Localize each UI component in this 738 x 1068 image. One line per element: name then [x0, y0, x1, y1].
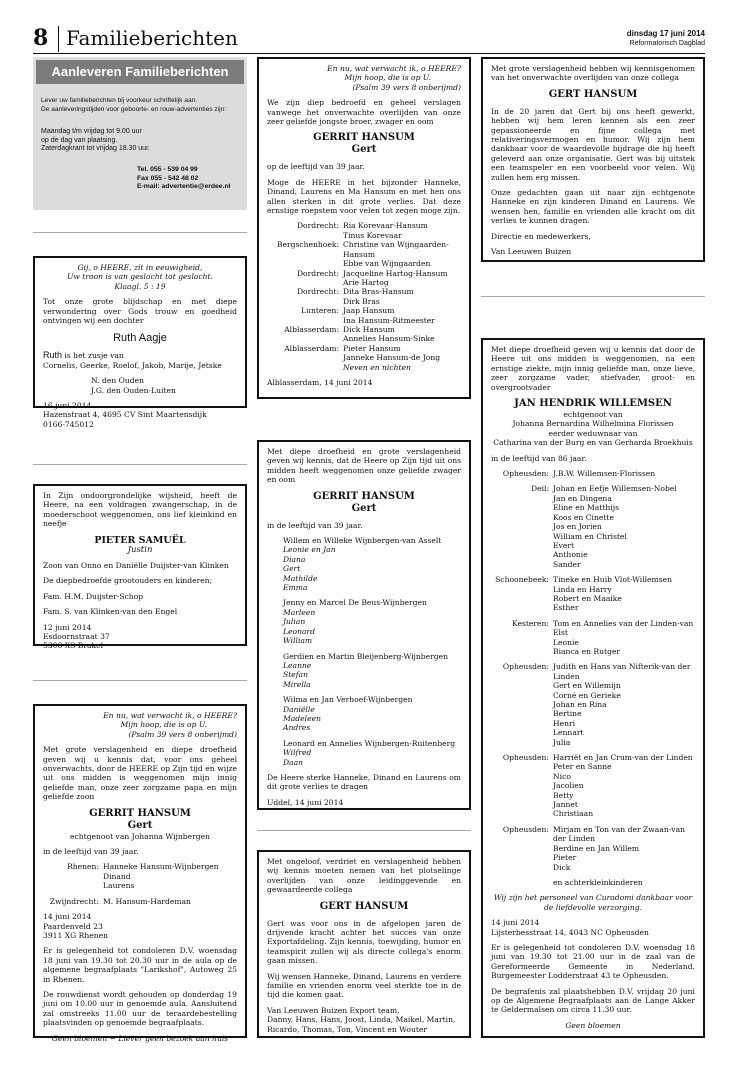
notice-gert-hansum-company — [481, 57, 705, 262]
deceased-subname: Gert — [351, 502, 377, 514]
announcement-text: Tot onze grote blijdschap en met diepe verwondering over Gods trouw en goedheid ontvingen wij een dochter — [43, 297, 237, 326]
signature: Directie en medewerkers, — [491, 231, 591, 241]
quote-line: Uw troon is van geslacht tot geslacht. — [66, 272, 214, 282]
quote-line: En nu, wat verwacht ik, o HEERE? — [327, 64, 461, 73]
tribute-text: In de 20 jaren dat Gert bij ons heeft gewerkt, hebben wij hem leren kennen als een zeer gepassioneerde en fijne collega met relativeringsvermogen en humor. Wij zijn hem dankbaar voor de waardevolle bijdrage die hij heeft geleverd aan onze organisatie. Gert was bij uitstek een teamspeler en een voorbeeld voor velen. Wij zullen hem erg missen. — [491, 106, 695, 182]
family-member: Madeleen — [283, 713, 321, 723]
header-paper: Reformatorisch Dagblad — [629, 40, 705, 47]
signature-names: Danny, Hans, Hans, Joost, Linda, Maikel, Martin, Ricardo, Thomas, Ton, Vincent en Wouter — [267, 1015, 456, 1034]
quote-line: Mijn hoop, die is op U. — [344, 73, 431, 83]
info-hours2: op de dag van plaatsing. — [41, 136, 118, 144]
family-row: Dordrecht: Jacqueline Hartog-Hansum Arie Hartog — [296, 268, 448, 287]
notice-date: 14 juni 2014 — [491, 918, 540, 928]
announcement-text: We zijn diep bedroefd en geheel verslagen vanwege het onverwachte overlijden van onze zeer geliefde jongste broer, zwager en oom — [267, 98, 461, 127]
family: Fam. S. van Klinken-van den Engel — [43, 607, 178, 617]
age-line: in de leeftijd van 39 jaar. — [267, 520, 363, 530]
deceased-name: GERRIT HANSUM — [89, 807, 191, 819]
family-row: Zwijndrecht: M. Hansum-Hardeman — [49, 896, 191, 906]
siblings: Cornelis, Geerke, Roelof, Jakob, Marije, Jetske — [43, 360, 222, 370]
info-hours1: Maandag t/m vrijdag tot 9.00 uur — [41, 128, 142, 136]
family-member: Daan — [283, 757, 304, 767]
deceased-subname: Justin — [127, 544, 153, 555]
wish-text: Moge de HEERE in het bijzonder Hanneke, Dinand, Laurens en Ma Hansum en met hen ons allen sterken in dit grote verlies. Dat deze ernstige roepstem voor velen tot zegen moge zijn. — [267, 177, 461, 216]
family-row: Opheusden: Judith en Hans van Nifterik-van der Linden Gert en Willemijn Corné en Gerieke Johan en Rina Bertine Henri Lennart Julia — [502, 662, 691, 747]
family-row: Opheusden: Harriët en Jan Crum-van der Linden Peter en Sanne Nico Jacolien Betty Jannet Christiaan — [502, 753, 693, 819]
family-row: Dordrecht: Ria Korevaar-Hansum Tinus Korevaar — [296, 221, 428, 240]
quote-line: Gij, o HEERE, zit in eeuwigheid, — [77, 263, 203, 272]
spouse-name: Johanna Bernardina Wilhelmina Florissen — [512, 419, 674, 429]
notice-city: 5306 XS Brakel — [43, 641, 104, 651]
announcement-text: Met diepe droefheid en grote verslagenheid geven wij kennis, dat de Heere op Zijn tijd uit ons midden heeft weggenomen onze geliefde zwager en oom — [267, 447, 461, 485]
info-line2: De aanleveringstijden voor geboorte- en rouw-advertenties zijn: — [41, 105, 227, 113]
notice-gert-hansum-export-team — [257, 850, 471, 1038]
notice-date: 14 juni 2014 — [43, 912, 92, 922]
family-head: Leonard en Annelies Wijnbergen-Ruitenberg — [283, 738, 456, 748]
funeral-text: De begrafenis zal plaatshebben D.V. vrijdag 20 juni op de Algemene Begraafplaats aan de Lange Akker te Geldermalsen om circa 11.30 uur. — [491, 986, 695, 1015]
notice-footer: Alblasserdam, 14 juni 2014 — [267, 377, 373, 387]
header-date: dinsdag 17 juni 2014 — [626, 29, 705, 38]
quote-reference: Klaagl. 5 : 19 — [114, 281, 166, 291]
family-member: Gert — [283, 564, 301, 574]
page-number: 8 — [33, 25, 49, 51]
grandchildren-line: en achterkleinkinderen — [553, 877, 643, 887]
info-line1: Lever uw familieberichten bij voorkeur schriftelijk aan. — [41, 97, 198, 104]
child-first-name: Ruth — [43, 350, 63, 361]
widower-names: Catharina van der Burg en van Gerharda Broekhuis — [493, 438, 693, 448]
wish-text: De Heere sterke Hanneke, Dinand en Laurens om dit grote verlies te dragen — [267, 772, 461, 792]
family-member: Leanne — [283, 660, 312, 670]
family-row: Rhenen: Hanneke Hansum-Wijnbergen Dinand Laurens — [67, 862, 219, 891]
age-line: op de leeftijd van 39 jaar. — [267, 162, 365, 172]
notice-jan-hendrik-willemsen — [481, 338, 705, 1038]
thanks-text: Wij zijn het personeel van Curadomi dankbaar voor de liefdevolle verzorging. — [493, 893, 693, 912]
notice-date: 12 juni 2014 — [43, 622, 92, 632]
family-row: Kesteren: Tom en Annelies van der Linden-van Elst Leonie Bianca en Rutger — [512, 618, 694, 656]
deceased-name: PIETER SAMUËL — [94, 534, 186, 546]
family-member: Diana — [283, 554, 306, 564]
wish-text: Wij wensen Hanneke, Dinand, Laurens en verdere familie en vrienden enorm veel sterkte toe in de tijd die komen gaat. — [267, 971, 461, 1000]
age-line: in de leeftijd van 39 jaar. — [43, 847, 139, 857]
quote-line: En nu, wat verwacht ik, o HEERE? — [103, 711, 237, 720]
parent: J.G. den Ouden-Luiten — [91, 385, 176, 395]
funeral-text: De rouwdienst wordt gehouden op donderdag 19 juni om 10.00 uur in genoemde aula. Aansluitend zal omstreeks 11.00 uur de teraardebestelling plaatsvinden op genoemde begraafplaats. — [43, 989, 237, 1028]
info-fax: Fax 055 - 542 48 02 — [137, 174, 199, 182]
family-member: Marleen — [283, 607, 316, 617]
spouse-line: echtgenoot van — [563, 410, 623, 420]
son-of: Zoon van Onno en Daniëlle Duijster-van Klinken — [43, 561, 229, 571]
deceased-name: GERRIT HANSUM — [313, 132, 415, 144]
announcement-text: Met grote verslagenheid hebben wij kennisgenomen van het onverwachte overlijden van onze collega — [491, 64, 695, 83]
signature: Van Leeuwen Buizen Export team, — [267, 1005, 400, 1015]
family-member: Leonard — [283, 626, 316, 636]
info-tel: Tel. 055 - 539 04 99 — [137, 165, 198, 173]
info-hours3: Zaterdagkrant tot vrijdag 18.30 uur. — [41, 145, 150, 153]
quote-reference: (Psalm 39 vers 8 onberijmd) — [128, 729, 237, 739]
column-rule — [33, 464, 247, 465]
family-row: Opheusden: J.B.W. Willemsen-Florissen — [502, 469, 656, 479]
notice-gerrit-hansum-family — [33, 704, 247, 1043]
quote-reference: (Psalm 39 vers 8 onberijmd) — [352, 82, 461, 92]
notice-footer: Uddel, 14 juni 2014 — [267, 797, 344, 807]
family-row: Alblasserdam: Dick Hansum Annelies Hansum-Sinke — [284, 324, 435, 344]
announcement-text: Met diepe droefheid geven wij u kennis dat door de Heere uit ons midden is weggenomen, na een ernstige ziekte, mijn innig geliefde man, onze lieve, zeer zorgzame vader, stiefvader, groot- en overgrootvader — [491, 345, 695, 392]
column-rule — [33, 680, 247, 681]
quote-line: Mijn hoop, die is op U. — [120, 720, 207, 730]
notice-street: Paardenveld 23 — [43, 921, 103, 931]
family-head: Gerdien en Martin Bleijenberg-Wijnbergen — [283, 651, 449, 661]
notice-pieter-samuel — [33, 484, 247, 651]
family-row: Lunteren: Jaap Hansum Ina Hansum-Ritmeester — [301, 306, 435, 325]
notice-ruth-aagje — [33, 256, 247, 429]
header-rule — [33, 53, 705, 54]
deceased-name: GERT HANSUM — [319, 900, 409, 912]
notice-address: Hazenstraat 4, 4695 CV Sint Maartensdijk — [43, 410, 207, 420]
column-rule — [481, 296, 705, 297]
announcement-text: Met grote verslagenheid en diepe droefheid geven wij u kennis dat, voor ons geheel onverwachts, door de HEERE op Zijn tijd en wijze uit ons midden is weggenomen mijn innig geliefde man, onze zeer zorgzame papa en mijn geliefde zoon — [43, 745, 237, 802]
column-rule — [33, 232, 247, 233]
notice-gerrit-hansum-siblings — [257, 57, 471, 399]
family-row: Dordrecht: Dita Bras-Hansum Dirk Bras — [296, 287, 414, 306]
notice-street: Esdoornstraat 37 — [43, 632, 110, 642]
child-name: Ruth Aagje — [113, 332, 167, 345]
nephews-line: Neven en nichten — [343, 362, 411, 372]
notice-city: 3911 XG Rhenen — [43, 930, 109, 940]
deceased-name: GERRIT HANSUM — [313, 490, 415, 502]
family-row: Opheusden: Mirjam en Ton van der Zwaan-van der Linden Berdine en Jan Willem Pieter Dick — [502, 824, 685, 872]
notice-footer: Geen bloemen ~ Liever geen bezoek aan huis — [51, 1033, 229, 1043]
tribute-text: Gert was voor ons in de afgelopen jaren de drijvende kracht achter het succes van onze Exportafdeling. Zijn kennis, toewijding, humor en teamspirit zullen wij als directe collega's enorm gaan missen. — [267, 918, 461, 966]
widower-line: eerder weduwnaar van — [548, 428, 638, 438]
sibling-line: Ruth is het zusje van — [43, 350, 124, 361]
notice-phone: 0166-745012 — [43, 419, 94, 429]
info-email[interactable]: E-mail: advertentie@erdee.nl — [137, 183, 231, 191]
parent: N. den Ouden — [91, 376, 145, 386]
family-member: Wilfred — [283, 748, 312, 758]
deceased-name: GERT HANSUM — [548, 88, 638, 100]
deceased-subname: Gert — [127, 819, 153, 831]
family: Fam. H.M. Duijster-Schop — [43, 591, 144, 601]
condolence-text: Er is gelegenheid tot condoleren D.V. woensdag 18 juni van 19.30 tot 21.00 uur in de zaal van de Gereformeerde Gemeente in Nederland, Burgemeester Lodderstraat 43 te Opheusden. — [491, 942, 695, 981]
notice-gerrit-hansum-inlaws — [257, 440, 471, 810]
section-title: Familieberichten — [66, 26, 238, 50]
family-head: Willem en Willeke Wijnbergen-van Asselt — [283, 536, 442, 546]
family-row: Bergschenhoek: Christine van Wijngaarden-Hansum Ebbe van Wijngaarden — [276, 240, 449, 269]
age-line: in de leeftijd van 86 jaar. — [491, 453, 587, 463]
signature-company: Van Leeuwen Buizen — [491, 247, 572, 257]
info-title: Aanleveren Familieberichten — [36, 60, 244, 84]
header-divider — [58, 26, 59, 52]
grandparents: De diepbedroefde grootouders en kinderen; — [43, 576, 213, 586]
deceased-name: JAN HENDRIK WILLEMSEN — [514, 398, 672, 410]
condolence-text: Er is gelegenheid tot condoleren D.V. woensdag 18 juni van 19.30 tot 20.30 uur in de aula op de algemene begraafplaats "Larikshof", Autoweg 25 in Rhenen. — [43, 946, 237, 984]
family-member: Leonie en Jan — [283, 545, 336, 555]
family-member: William — [283, 636, 313, 646]
family-member: Daniëlle — [283, 704, 315, 714]
spouse-line: echtgenoot van Johanna Wijnbergen — [70, 831, 210, 841]
notice-footer: Geen bloemen — [565, 1020, 621, 1030]
notice-address: Lijsterbesstraat 14, 4043 NC Opheusden — [491, 927, 649, 937]
family-head: Jenny en Marcel De Beus-Wijnbergen — [283, 598, 427, 608]
family-head: Wilma en Jan Verhoef-Wijnbergen — [283, 695, 413, 705]
wish-text: Onze gedachten gaan uit naar zijn echtgenote Hanneke en zijn kinderen Dinand en Laurens. We wensen hen, familie en vrienden alle kracht om dit verlies te kunnen dragen. — [491, 188, 695, 226]
family-member: Stefan — [283, 670, 308, 680]
family-member: Mirella — [283, 679, 311, 689]
family-member: Julian — [283, 617, 306, 627]
deceased-subname: Gert — [351, 144, 377, 156]
family-member: Andres — [283, 723, 311, 733]
family-member: Emma — [283, 583, 308, 593]
announcement-text: In Zijn ondoorgrondelijke wijsheid, heeft de Heere, na een voldragen zwangerschap, in de moederschoot weggenomen, ons lief kleinkind en neefje — [43, 491, 237, 529]
family-member: Mathilde — [283, 573, 318, 583]
info-box — [33, 57, 247, 210]
notice-date: 16 juni 2014 — [43, 401, 92, 411]
column-rule — [257, 830, 471, 831]
announcement-text: Met ongeloof, verdriet en verslagenheid hebben wij kennis moeten nemen van het plotselinge overlijden van onze leidinggevende en gewaardeerde collega — [267, 857, 461, 895]
family-row: Alblasserdam: Pieter Hansum Janneke Hansum-de Jong Neven en nichten — [284, 343, 441, 372]
family-row: Deil: Johan en Eefje Willemsen-Nobel Jan en Dingena Eline en Matthijs Koos en Cinette Jos en Jorien William en Christel Evert Anthonie Sander — [531, 484, 677, 569]
family-row: Schoonebeek: Tineke en Huib Vlot-Willemsen Linda en Harry Robert en Maaike Esther — [495, 575, 673, 613]
